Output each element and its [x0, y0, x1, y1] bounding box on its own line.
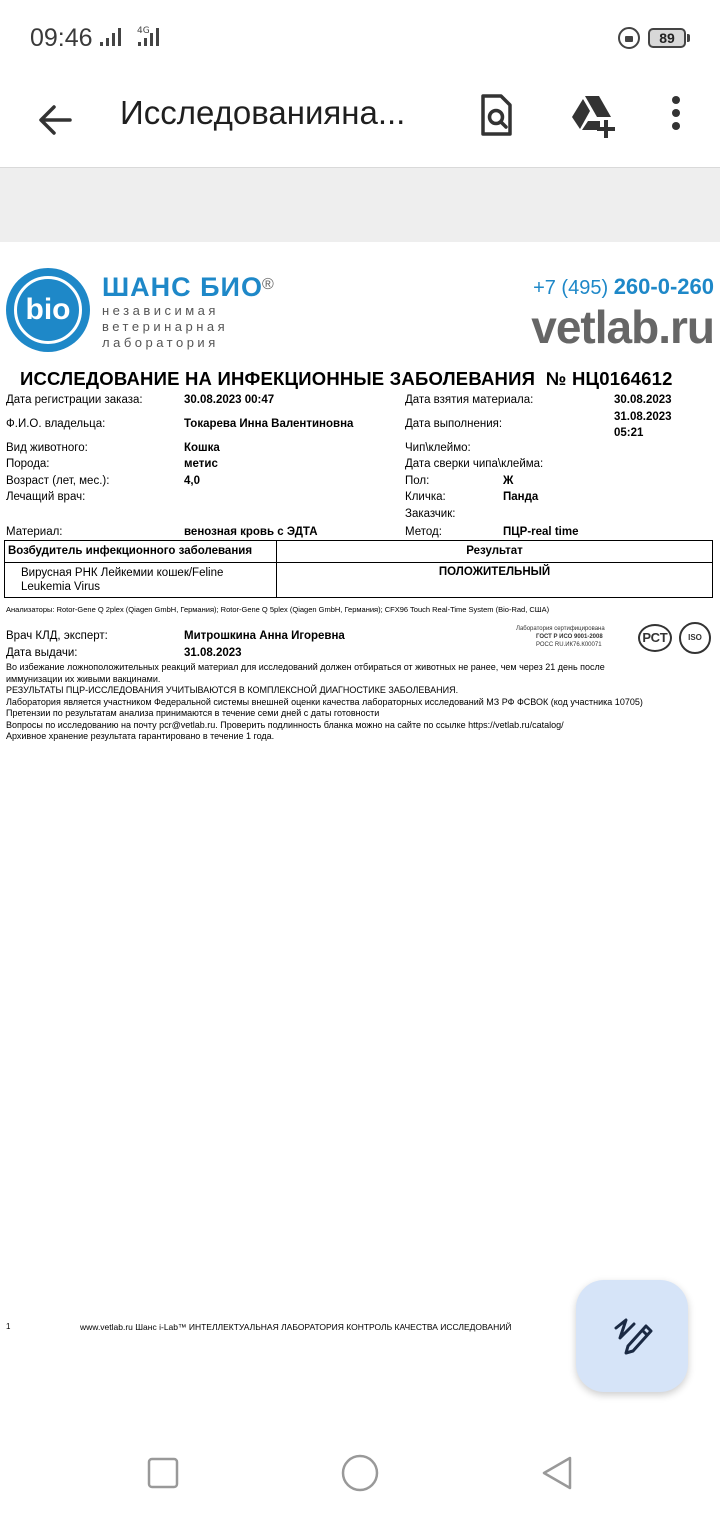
expert-label: Врач КЛД, эксперт: [6, 630, 108, 642]
site-logo: vetlab.ru [531, 301, 714, 353]
brand-sub-3: лаборатория [102, 335, 219, 350]
customer-label: Заказчик: [405, 508, 456, 520]
owner-value: Токарева Инна Валентиновна [184, 418, 354, 430]
note-line: Претензии по результатам анализа принимаются в течение семи дней с даты готовности [6, 708, 380, 718]
issue-label: Дата выдачи: [6, 647, 78, 659]
sex-value: Ж [503, 475, 514, 487]
expert-value: Митрошкина Анна Игоревна [184, 630, 345, 642]
brand-sub-1: независимая [102, 303, 219, 318]
age-value: 4,0 [184, 475, 200, 487]
reg-date-label: Дата регистрации заказа: [6, 394, 143, 406]
phone-number: 260-0-260 [613, 274, 714, 299]
recents-button[interactable] [146, 1456, 180, 1490]
done-date-value: 31.08.2023 [614, 411, 672, 423]
find-in-document-button[interactable] [470, 90, 522, 142]
issue-value: 31.08.2023 [184, 647, 242, 659]
owner-label: Ф.И.О. владельца: [6, 418, 106, 430]
annotate-button[interactable] [576, 1280, 688, 1392]
done-time-value: 05:21 [614, 427, 644, 439]
note-line: Вопросы по исследованию на почту pcr@vetlab.ru. Проверить подлинность бланка можно на сайте по ссылке https://vetlab.ru/catalog/ [6, 719, 564, 730]
signal-icon [100, 28, 124, 48]
title-text: ИССЛЕДОВАНИЕ НА ИНФЕКЦИОННЫЕ ЗАБОЛЕВАНИЯ [20, 368, 536, 389]
cert-line-2: ГОСТ Р ИСО 9001-2008 [536, 634, 603, 640]
material-value: венозная кровь с ЭДТА [184, 526, 318, 538]
table-head-result: Результат [277, 541, 712, 563]
document-viewer[interactable] [0, 169, 720, 1422]
nickname-label: Кличка: [405, 491, 446, 503]
phone [533, 274, 714, 300]
status-bar [0, 0, 720, 76]
cert-line-3: РОСС RU.ИК76.К00071 [536, 642, 602, 648]
page-number: 1 [6, 1322, 11, 1331]
signal-icon-2 [136, 28, 162, 48]
logo-text: bio [14, 276, 82, 344]
table-cell-result: ПОЛОЖИТЕЛЬНЫЙ [438, 566, 551, 578]
done-date-label: Дата выполнения: [405, 418, 503, 430]
analyzers-note: Анализаторы: Rotor-Gene Q 2plex (Qiagen GmbH, Германия); Rotor-Gene Q 5plex (Qiagen GmbH, Германия); CFX96 Touch Real-Time System (Bio-Rad, США) [6, 605, 550, 614]
method-label: Метод: [405, 526, 442, 538]
note-line: Архивное хранение результата гарантировано в течение 1 года. [6, 731, 275, 741]
battery-icon: 89 [648, 28, 686, 48]
app-bar [0, 76, 720, 168]
nickname-value: Панда [503, 491, 539, 503]
doctor-label: Лечащий врач: [6, 491, 86, 503]
chip-label: Чип\клеймо: [405, 442, 471, 454]
table-cell-pathogen [5, 563, 277, 597]
table-head-pathogen: Возбудитель инфекционного заболевания [5, 541, 277, 563]
note-line: Лаборатория является участником Федеральной системы внешней оценки качества лабораторных исследований МЗ РФ ФСВОК (код участника 10705) [6, 696, 643, 707]
breed-label: Порода: [6, 458, 50, 470]
method-value: ПЦР-real time [503, 526, 579, 538]
page-title: Исследованияна... [120, 94, 406, 131]
battery-tip [687, 34, 690, 42]
arrow-left-icon [30, 94, 82, 146]
note-line: Во избежание ложноположительных реакций материал для исследований должен отбираться от животных не ранее, чем через 21 день после [6, 662, 605, 672]
species-label: Вид животного: [6, 442, 88, 454]
document-search-icon [470, 90, 522, 142]
iso-certification-icon: ISO [679, 622, 711, 654]
page-footer: www.vetlab.ru Шанс i-Lab™ ИНТЕЛЛЕКТУАЛЬНАЯ ЛАБОРАТОРИЯ КОНТРОЛЬ КАЧЕСТВА ИССЛЕДОВАНИЙ [80, 1322, 512, 1332]
drive-add-icon [566, 90, 618, 142]
phone-prefix: +7 (495) [533, 277, 609, 299]
notes-block [6, 662, 706, 743]
note-line: иммунизации их живыми вакцинами. [6, 673, 161, 684]
species-value: Кошка [184, 442, 220, 454]
back-nav-button[interactable] [538, 1454, 574, 1492]
pen-annotate-icon [576, 1280, 688, 1392]
material-label: Материал: [6, 526, 63, 538]
sample-date-value: 30.08.2023 [614, 394, 672, 406]
sex-label: Пол: [405, 475, 430, 487]
pct-certification-icon: РСТ [638, 624, 672, 652]
more-options-button[interactable] [652, 90, 704, 142]
home-button[interactable] [340, 1453, 380, 1493]
pathogen-line-1: Вирусная РНК Лейкемии кошек/Feline [21, 567, 224, 579]
sample-date-label: Дата взятия материала: [405, 394, 534, 406]
cert-line-1: Лаборатория сертифицирована [516, 626, 605, 632]
chip-check-label: Дата сверки чипа\клейма: [405, 458, 544, 470]
document-number: № НЦ0164612 [545, 368, 673, 389]
rotation-lock-icon [618, 27, 640, 49]
breed-value: метис [184, 458, 218, 470]
registered-mark: ® [262, 276, 274, 293]
network-type: 4G [137, 26, 150, 36]
brand-sub-2: ветеринарная [102, 319, 229, 334]
document-title [20, 368, 673, 390]
brand-name: ШАНС БИО [102, 272, 263, 302]
add-to-drive-button[interactable] [566, 90, 618, 142]
reg-date-value: 30.08.2023 00:47 [184, 394, 275, 406]
result-table [4, 540, 713, 598]
back-button[interactable] [30, 94, 82, 146]
navigation-bar [0, 1422, 720, 1520]
age-label: Возраст (лет, мес.): [6, 475, 110, 487]
more-vert-icon [652, 90, 704, 142]
note-line: РЕЗУЛЬТАТЫ ПЦР-ИССЛЕДОВАНИЯ УЧИТЫВАЮТСЯ В КОМПЛЕКСНОЙ ДИАГНОСТИКЕ ЗАБОЛЕВАНИЯ. [6, 685, 459, 695]
pathogen-line-2: Leukemia Virus [21, 581, 101, 593]
status-time: 09:46 [30, 24, 93, 52]
bio-logo [6, 268, 90, 352]
